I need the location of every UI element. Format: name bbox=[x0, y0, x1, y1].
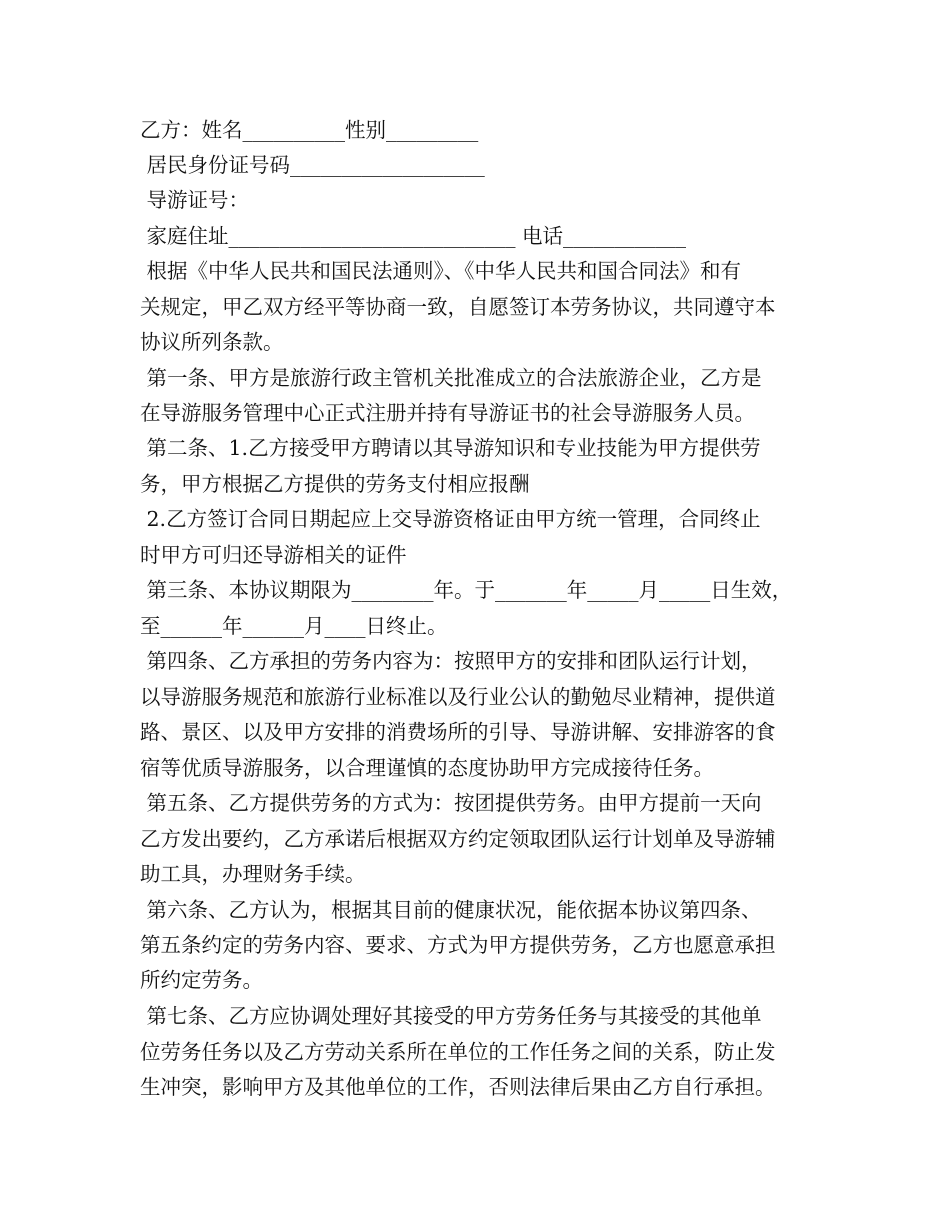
paragraph-line: 宿等优质导游服务，以合理谨慎的态度协助甲方完成接待任务。 bbox=[140, 756, 714, 780]
id-number-line: 居民身份证号码___________________ bbox=[140, 153, 485, 177]
paragraph-line: 路、景区、以及甲方安排的消费场所的引导、导游讲解、安排游客的食 bbox=[140, 720, 776, 744]
guide-cert-line: 导游证号： bbox=[140, 188, 250, 212]
paragraph-line: 所约定劳务。 bbox=[140, 968, 263, 992]
paragraph-line: 生冲突，影响甲方及其他单位的工作，否则法律后果由乙方自行承担。 bbox=[140, 1075, 776, 1099]
article-6-line: 第六条、乙方认为，根据其目前的健康状况，能依据本协议第四条、 bbox=[140, 898, 762, 922]
article-3-line: 第三条、本协议期限为________年。于_______年_____月_____日生效， bbox=[140, 578, 793, 602]
article-1-line: 第一条、甲方是旅游行政主管机关批准成立的合法旅游企业，乙方是 bbox=[140, 366, 762, 390]
paragraph-line: 在导游服务管理中心正式注册并持有导游证书的社会导游服务人员。 bbox=[140, 401, 755, 425]
article-7-line: 第七条、乙方应协调处理好其接受的甲方劳务任务与其接受的其他单 bbox=[140, 1004, 762, 1028]
paragraph-line: 根据《中华人民共和国民法通则》、《中华人民共和国合同法》和有 bbox=[140, 259, 742, 283]
paragraph-line: 时甲方可归还导游相关的证件 bbox=[140, 543, 407, 567]
paragraph-line: 关规定，甲乙双方经平等协商一致，自愿签订本劳务协议，共同遵守本 bbox=[140, 295, 776, 319]
paragraph-line: 乙方发出要约，乙方承诺后根据双方约定领取团队运行计划单及导游辅 bbox=[140, 827, 776, 851]
paragraph-line: 以导游服务规范和旅游行业标准以及行业公认的勤勉尽业精神，提供道 bbox=[140, 685, 776, 709]
article-4-line: 第四条、乙方承担的劳务内容为：按照甲方的安排和团队运行计划， bbox=[140, 649, 762, 673]
party-b-name-line: 乙方：姓名__________性别_________ bbox=[140, 118, 479, 142]
paragraph-line: 至______年______月____日终止。 bbox=[140, 614, 448, 638]
address-phone-line: 家庭住址____________________________ 电话____________ bbox=[140, 224, 687, 248]
article-2-line: 第二条、1.乙方接受甲方聘请以其导游知识和专业技能为甲方提供劳 bbox=[140, 436, 761, 460]
article-2-item-2-line: 2.乙方签订合同日期起应上交导游资格证由甲方统一管理，合同终止 bbox=[140, 507, 761, 531]
paragraph-line: 第五条约定的劳务内容、要求、方式为甲方提供劳务，乙方也愿意承担 bbox=[140, 933, 776, 957]
paragraph-line: 协议所列条款。 bbox=[140, 330, 284, 354]
paragraph-line: 位劳务任务以及乙方劳动关系所在单位的工作任务之间的关系，防止发 bbox=[140, 1040, 776, 1064]
paragraph-line: 务，甲方根据乙方提供的劳务支付相应报酬 bbox=[140, 472, 530, 496]
paragraph-line: 助工具，办理财务手续。 bbox=[140, 862, 366, 886]
article-5-line: 第五条、乙方提供劳务的方式为：按团提供劳务。由甲方提前一天向 bbox=[140, 791, 762, 815]
